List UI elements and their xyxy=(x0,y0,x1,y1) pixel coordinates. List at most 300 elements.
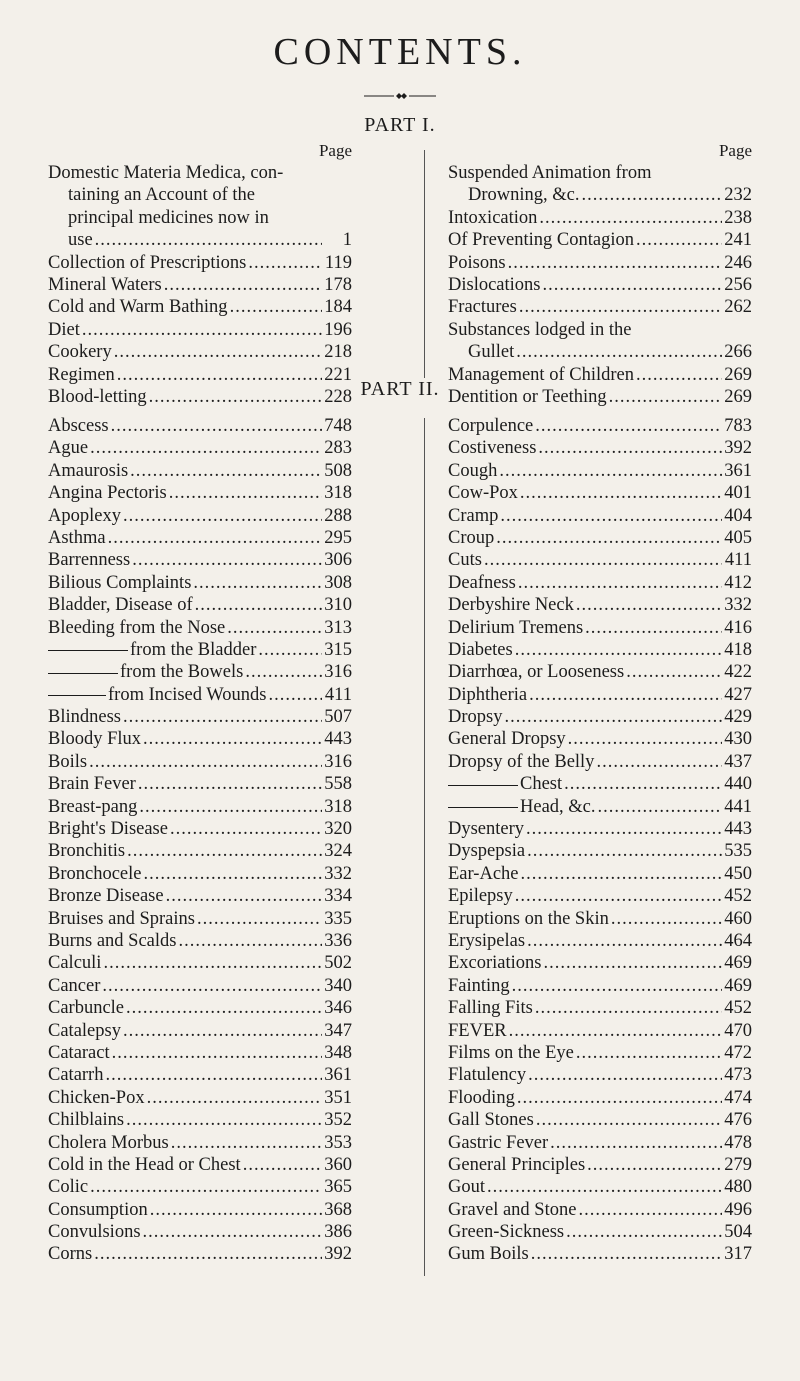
leader-dots xyxy=(587,1154,722,1176)
page-number: 318 xyxy=(324,483,352,504)
entry-label-text: Gout xyxy=(448,1177,485,1198)
page-number: 416 xyxy=(724,617,752,638)
toc-entry xyxy=(48,617,352,639)
toc-entry xyxy=(448,1132,752,1154)
entry-label-text: Cataract xyxy=(48,1042,110,1063)
entry-label xyxy=(48,639,256,661)
page-number: 411 xyxy=(324,684,352,705)
entry-label-text: Chilblains xyxy=(48,1110,125,1131)
entry-label-text: Green-Sickness xyxy=(448,1222,565,1243)
toc-entry xyxy=(48,415,352,437)
page-number: 452 xyxy=(724,886,752,907)
ditto-dash xyxy=(448,807,518,808)
page-number: 450 xyxy=(724,863,752,884)
toc-entry xyxy=(48,930,352,952)
entry-label xyxy=(448,885,513,907)
entry-label-text: Dropsy xyxy=(448,707,503,728)
page-number: 324 xyxy=(324,841,352,862)
entry-label-text: Dentition or Teething xyxy=(448,386,607,407)
entry-label-text: Intoxication xyxy=(448,207,538,228)
toc-entry xyxy=(48,639,352,661)
entry-label-text: Cholera Morbus xyxy=(48,1132,169,1153)
ornament-rule xyxy=(364,92,436,100)
page-number: 256 xyxy=(724,274,752,295)
page-title: CONTENTS. xyxy=(273,31,527,73)
page-number: 241 xyxy=(724,230,752,251)
page-number: 346 xyxy=(324,998,352,1019)
page-number: 392 xyxy=(724,438,752,459)
leader-dots xyxy=(544,952,722,974)
page-number: 246 xyxy=(724,252,752,273)
page-number: 351 xyxy=(324,1087,352,1108)
entry-label xyxy=(448,728,566,750)
entry-label xyxy=(448,1087,515,1109)
toc-entry xyxy=(48,1176,352,1198)
toc-entry xyxy=(448,415,752,437)
leader-dots xyxy=(143,728,322,750)
leader-dots xyxy=(230,296,322,318)
page-number: 476 xyxy=(724,1110,752,1131)
entry-label-text: Gravel and Stone xyxy=(448,1199,577,1220)
page-number: 401 xyxy=(724,483,752,504)
page-number: 452 xyxy=(724,998,752,1019)
entry-label-text: Flooding xyxy=(448,1087,515,1108)
entry-label xyxy=(448,572,516,594)
entry-label-text: Croup xyxy=(448,527,495,548)
entry-label xyxy=(48,661,243,683)
leader-dots xyxy=(89,751,322,773)
leader-dots xyxy=(102,975,322,997)
page-number: 469 xyxy=(724,953,752,974)
leader-dots xyxy=(500,505,722,527)
entry-label-text: Excoriations xyxy=(448,953,542,974)
entry-label-text: Abscess xyxy=(48,416,109,436)
entry-label xyxy=(48,975,100,997)
entry-label xyxy=(448,437,536,459)
entry-label xyxy=(448,1243,529,1265)
page-number: 317 xyxy=(724,1244,752,1265)
toc-entry xyxy=(448,975,752,997)
toc-entry xyxy=(448,460,752,482)
entry-label-text: Convulsions xyxy=(48,1222,141,1243)
toc-entry xyxy=(48,549,352,571)
toc-entry xyxy=(448,661,752,683)
entry-label xyxy=(48,952,101,974)
toc-entry xyxy=(48,975,352,997)
entry-label-text: Cow-Pox xyxy=(448,483,518,504)
page-number: 411 xyxy=(724,550,752,571)
toc-entry xyxy=(448,1020,752,1042)
toc-entry xyxy=(448,1109,752,1131)
entry-label xyxy=(48,549,130,571)
entry-label-text: Gastric Fever xyxy=(448,1132,549,1153)
ditto-dash xyxy=(48,695,106,696)
part-one-heading: PART I. xyxy=(364,114,436,136)
entry-label-text: Blindness xyxy=(48,707,121,728)
toc-entry xyxy=(448,728,752,750)
toc-entry xyxy=(48,505,352,527)
page-number: 386 xyxy=(324,1222,352,1243)
page-number: 332 xyxy=(724,595,752,616)
page-number: 269 xyxy=(724,364,752,385)
entry-label xyxy=(448,527,494,549)
entry-label xyxy=(448,908,609,930)
leader-dots xyxy=(582,184,723,206)
leader-dots xyxy=(94,1243,322,1265)
entry-label-text: Cookery xyxy=(48,342,112,363)
toc-entry xyxy=(48,252,352,274)
page-number: 480 xyxy=(724,1177,752,1198)
entry-label xyxy=(48,594,193,616)
entry-label-text: Dysentery xyxy=(448,819,525,840)
page-number: 508 xyxy=(324,460,352,481)
entry-label-text: Bright's Disease xyxy=(48,819,168,840)
entry-label xyxy=(48,1020,121,1042)
leader-dots xyxy=(90,437,322,459)
entry-label xyxy=(448,1109,534,1131)
leader-dots xyxy=(504,706,722,728)
leader-dots xyxy=(147,1087,322,1109)
entry-label-text: Amaurosis xyxy=(48,460,129,481)
leader-dots xyxy=(596,751,722,773)
entry-text-line: Substances lodged in the xyxy=(448,319,632,340)
leader-dots xyxy=(598,796,722,818)
page-number: 472 xyxy=(724,1042,752,1063)
page-number: 748 xyxy=(324,416,352,436)
entry-label-text: Chest xyxy=(520,774,563,795)
toc-entry xyxy=(448,437,752,459)
toc-entry xyxy=(48,863,352,885)
entry-label xyxy=(48,617,225,639)
part-two-left-column xyxy=(48,415,352,1266)
entry-label xyxy=(48,1132,169,1154)
leader-dots xyxy=(487,1176,722,1198)
entry-label-text: Poisons xyxy=(448,252,506,273)
column-divider xyxy=(424,150,425,378)
entry-label xyxy=(48,319,80,341)
entry-label-text: Cramp xyxy=(448,505,499,526)
page-number: 365 xyxy=(324,1177,352,1198)
toc-entry xyxy=(448,274,752,296)
toc-entry xyxy=(48,661,352,683)
entry-label-text: Colic xyxy=(48,1177,89,1198)
toc-entry xyxy=(448,908,752,930)
entry-label xyxy=(48,341,112,363)
page-number: 232 xyxy=(724,185,752,206)
page-number: 308 xyxy=(324,572,352,593)
entry-label: use xyxy=(68,230,93,251)
leader-dots xyxy=(195,594,322,616)
entry-label xyxy=(48,684,266,706)
entry-label xyxy=(48,706,121,728)
entry-label-text: from Incised Wounds xyxy=(108,684,267,705)
entry-label-text: Corpulence xyxy=(448,416,534,436)
page-column-label: Page xyxy=(318,141,352,160)
leader-dots xyxy=(143,1221,322,1243)
toc-entry xyxy=(448,1221,752,1243)
leader-dots xyxy=(484,549,722,571)
entry-label-text: Head, &c. xyxy=(520,796,596,817)
page-number: 437 xyxy=(724,751,752,772)
toc-entry xyxy=(448,572,752,594)
leader-dots xyxy=(139,796,322,818)
toc-entry xyxy=(48,1109,352,1131)
entry-label-text: Dropsy of the Belly xyxy=(448,751,595,772)
page-number: 558 xyxy=(324,774,352,795)
leader-dots xyxy=(535,997,722,1019)
entry-text-line: Domestic Materia Medica, con- xyxy=(48,163,284,183)
leader-dots xyxy=(171,1132,322,1154)
entry-label-text: Cancer xyxy=(48,975,101,996)
page-number: 315 xyxy=(324,639,352,660)
toc-entry xyxy=(448,1154,752,1176)
page-number: 313 xyxy=(324,617,352,638)
part-two-right-column xyxy=(448,415,752,1266)
page-number: 429 xyxy=(724,707,752,728)
toc-entry xyxy=(448,482,752,504)
page-number: 306 xyxy=(324,550,352,571)
entry-label-text: Fractures xyxy=(448,297,517,318)
entry-label-text: General Principles xyxy=(448,1154,586,1175)
toc-entry xyxy=(48,885,352,907)
entry-label xyxy=(448,863,519,885)
leader-dots xyxy=(516,341,722,363)
page-number: 178 xyxy=(324,274,352,295)
entry-label-text: Diabetes xyxy=(448,639,513,660)
page-number: 347 xyxy=(324,1020,352,1041)
leader-dots xyxy=(130,460,322,482)
page-number: 238 xyxy=(724,207,752,228)
entry-label-text: Ague xyxy=(48,438,89,459)
entry-label xyxy=(48,728,141,750)
leader-dots xyxy=(527,930,722,952)
entry-label-text: Cold and Warm Bathing xyxy=(48,297,228,318)
leader-dots xyxy=(114,341,322,363)
toc-entry xyxy=(48,274,352,296)
toc-entry xyxy=(48,341,352,363)
page-number: 440 xyxy=(724,774,752,795)
entry-label xyxy=(448,415,533,437)
entry-label-text: Films on the Eye xyxy=(448,1042,574,1063)
page-number: 504 xyxy=(724,1222,752,1243)
toc-entry xyxy=(448,549,752,571)
page-number: 368 xyxy=(324,1199,352,1220)
toc-entry xyxy=(48,1132,352,1154)
entry-label-text: from the Bladder xyxy=(130,639,257,660)
leader-dots xyxy=(550,1132,722,1154)
page-number: 441 xyxy=(724,796,752,817)
page-number: 228 xyxy=(324,386,352,407)
entry-label xyxy=(448,617,583,639)
toc-entry xyxy=(448,229,752,251)
toc-entry xyxy=(448,594,752,616)
leader-dots xyxy=(527,840,722,862)
leader-dots xyxy=(568,728,722,750)
entry-label xyxy=(48,885,164,907)
entry-label xyxy=(48,527,106,549)
toc-entry xyxy=(448,997,752,1019)
leader-dots xyxy=(82,319,322,341)
page-number: 427 xyxy=(724,684,752,705)
page-number: 469 xyxy=(724,975,752,996)
entry-label xyxy=(48,840,125,862)
toc-entry xyxy=(48,527,352,549)
leader-dots xyxy=(520,482,722,504)
page-number: 221 xyxy=(324,364,352,385)
entry-label-text: Apoplexy xyxy=(48,505,121,526)
entry-label-text: Chicken-Pox xyxy=(48,1087,145,1108)
leader-dots xyxy=(528,1064,722,1086)
page-number: 1 xyxy=(342,230,352,251)
leader-dots xyxy=(178,930,322,952)
entry-label xyxy=(48,437,88,459)
page-number: 405 xyxy=(724,527,752,548)
page-number: 279 xyxy=(724,1154,752,1175)
column-divider xyxy=(424,418,425,1276)
entry-label-text: Boils xyxy=(48,751,88,772)
page-number: 464 xyxy=(724,930,752,951)
leader-dots xyxy=(526,818,722,840)
page-number: 184 xyxy=(324,297,352,318)
entry-label xyxy=(448,1221,564,1243)
toc-entry xyxy=(448,952,752,974)
entry-label-text: from the Bowels xyxy=(120,662,244,683)
leader-dots xyxy=(515,885,722,907)
page-number: 418 xyxy=(724,639,752,660)
entry-label xyxy=(48,997,124,1019)
page-number: 392 xyxy=(324,1244,352,1265)
entry-label-text: Management of Children xyxy=(448,364,634,385)
entry-label xyxy=(48,1199,148,1221)
toc-entry xyxy=(448,1064,752,1086)
entry-label-text: Diet xyxy=(48,319,80,340)
entry-label xyxy=(448,1020,507,1042)
page-number: 310 xyxy=(324,595,352,616)
entry-label xyxy=(448,639,513,661)
leader-dots xyxy=(127,840,322,862)
entry-label-text: Calculi xyxy=(48,953,102,974)
entry-label-text: Ear-Ache xyxy=(448,863,519,884)
toc-entry xyxy=(48,482,352,504)
page-number: 474 xyxy=(724,1087,752,1108)
page-number: 460 xyxy=(724,908,752,929)
leader-dots xyxy=(111,415,322,437)
toc-entry xyxy=(448,818,752,840)
entry-label-text: Consumption xyxy=(48,1199,148,1220)
leader-dots xyxy=(243,1154,322,1176)
entry-label xyxy=(448,840,525,862)
toc-entry xyxy=(48,1020,352,1042)
page-number: 443 xyxy=(324,729,352,750)
entry-label-text: Bronchitis xyxy=(48,841,126,862)
entry-label-text: Erysipelas xyxy=(448,930,526,951)
toc-entry xyxy=(48,572,352,594)
entry-label-text: Barrenness xyxy=(48,550,131,571)
page-number: 443 xyxy=(724,819,752,840)
entry-label-text: Bleeding from the Nose xyxy=(48,617,226,638)
leader-dots xyxy=(576,1042,722,1064)
leader-dots xyxy=(150,1199,322,1221)
leader-dots xyxy=(543,274,723,296)
entry-label xyxy=(48,1154,241,1176)
page-number: 430 xyxy=(724,729,752,750)
page-number: 283 xyxy=(324,438,352,459)
leader-dots xyxy=(164,274,322,296)
toc-entry xyxy=(48,1154,352,1176)
entry-text-line: taining an Account of the xyxy=(68,185,256,206)
entry-label xyxy=(448,952,542,974)
toc-entry xyxy=(448,639,752,661)
toc-entry xyxy=(48,319,352,341)
leader-dots xyxy=(509,1020,722,1042)
entry-label xyxy=(48,863,142,885)
toc-entry xyxy=(448,252,752,274)
entry-label xyxy=(48,460,128,482)
leader-dots xyxy=(636,229,722,251)
entry-text-line: Suspended Animation from xyxy=(448,163,652,183)
toc-entry xyxy=(48,751,352,773)
leader-dots xyxy=(112,1042,322,1064)
page-number: 340 xyxy=(324,975,352,996)
entry-label xyxy=(48,415,109,437)
part-two-heading: PART II. xyxy=(360,378,440,400)
toc-entry xyxy=(48,840,352,862)
leader-dots xyxy=(531,1243,722,1265)
toc-entry xyxy=(448,840,752,862)
leader-dots xyxy=(566,1221,722,1243)
entry-label-text: Bronchocele xyxy=(48,863,142,884)
toc-entry xyxy=(448,863,752,885)
entry-label xyxy=(448,751,594,773)
page-number: 335 xyxy=(324,908,352,929)
entry-label-text: Gum Boils xyxy=(448,1244,529,1265)
entry-label-text: Flatulency xyxy=(448,1065,527,1086)
toc-entry xyxy=(448,1176,752,1198)
toc-entry xyxy=(448,796,752,818)
page-number: 502 xyxy=(324,953,352,974)
part-one-right-column xyxy=(448,140,752,408)
page-number: 783 xyxy=(724,416,752,436)
entry-label xyxy=(448,1042,574,1064)
entry-label xyxy=(448,229,634,251)
leader-dots xyxy=(538,437,722,459)
entry-label xyxy=(448,1064,526,1086)
entry-label xyxy=(48,796,137,818)
page-number: 320 xyxy=(324,819,352,840)
leader-dots xyxy=(144,863,323,885)
leader-dots xyxy=(499,460,722,482)
leader-dots xyxy=(123,505,322,527)
entry-label-text: Gall Stones xyxy=(448,1110,534,1131)
toc-entry xyxy=(448,505,752,527)
page-number: 353 xyxy=(324,1132,352,1153)
entry-label xyxy=(48,1064,103,1086)
entry-label-text: Bilious Complaints xyxy=(48,572,192,593)
entry-label xyxy=(448,818,524,840)
leader-dots xyxy=(245,661,322,683)
entry-label xyxy=(448,1154,585,1176)
toc-entry xyxy=(448,1042,752,1064)
entry-label: Drowning, &c. xyxy=(468,185,580,206)
page-number: 360 xyxy=(324,1154,352,1175)
toc-entry xyxy=(448,773,752,795)
page-number: 422 xyxy=(724,662,752,683)
entry-label-text: Delirium Tremens xyxy=(448,617,584,638)
toc-entry xyxy=(48,1087,352,1109)
toc-entry xyxy=(448,751,752,773)
entry-label-text: Bronze Disease xyxy=(48,886,164,907)
entry-label xyxy=(448,1176,485,1198)
